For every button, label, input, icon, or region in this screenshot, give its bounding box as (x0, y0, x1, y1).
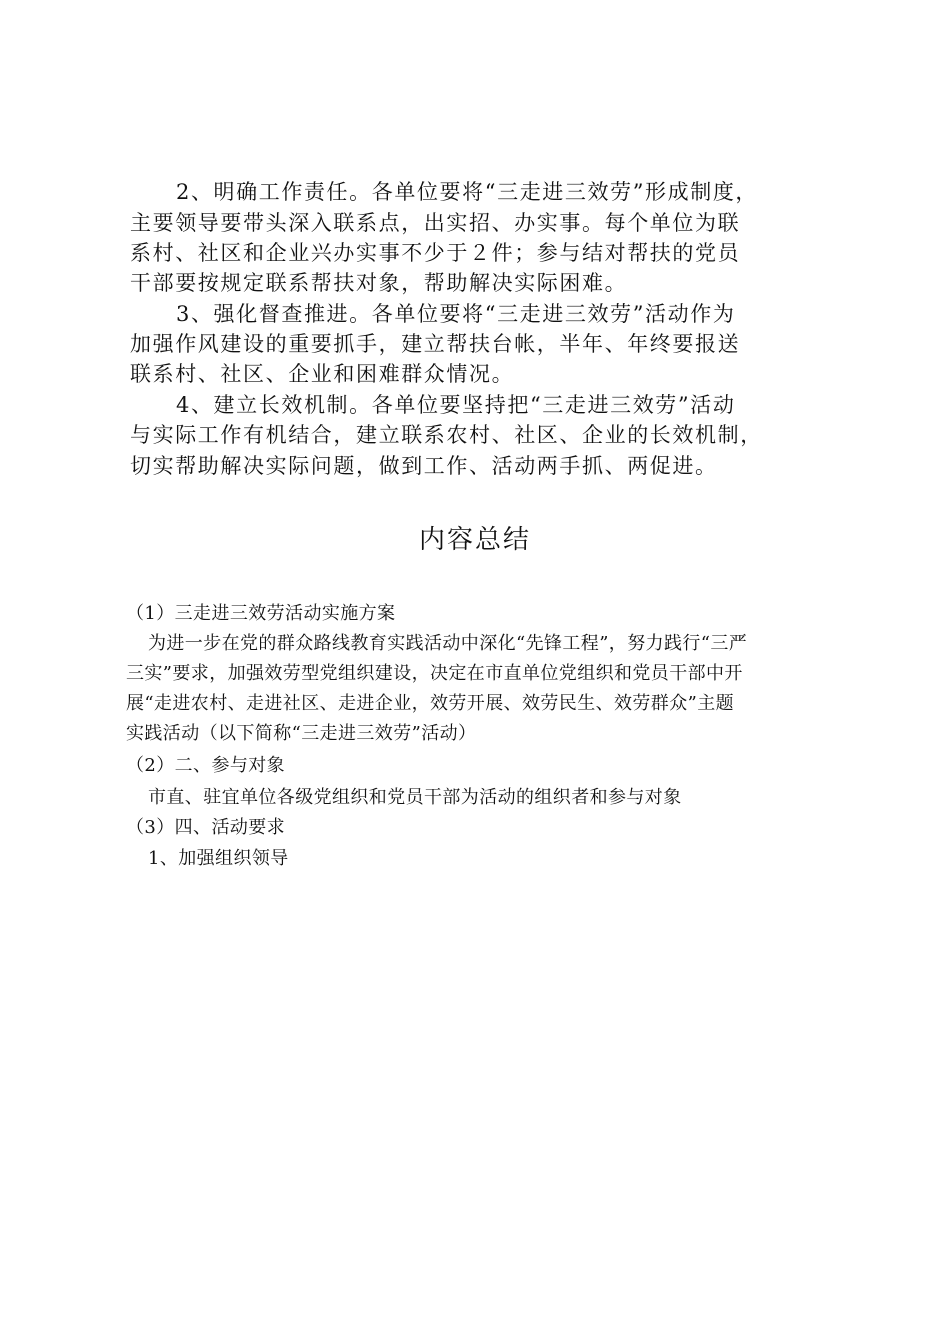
summary-item-1-line-4: 实践活动（以下简称“三走进三效劳”活动） (126, 723, 477, 744)
summary-item-1-line-2: 三实”要求，加强效劳型党组织建设，决定在市直单位党组织和党员干部中开 (126, 663, 743, 684)
summary-title: 内容总结 (418, 525, 531, 555)
summary-item-2-heading: （2）二、参与对象 (126, 755, 286, 776)
summary-item-3-text: 1、加强组织领导 (148, 848, 289, 869)
paragraph-2-line-2: 主要领导要带头深入联系点，出实招、办实事。每个单位为联 (130, 211, 741, 235)
summary-item-1-line-3: 展“走进农村、走进社区、走进企业，效劳开展、效劳民生、效劳群众”主题 (126, 693, 735, 714)
paragraph-4-line-2: 与实际工作有机结合，建立联系农村、社区、企业的长效机制， (130, 423, 763, 447)
summary-item-1-heading: （1）三走进三效劳活动实施方案 (126, 603, 396, 624)
paragraph-2-line-3: 系村、社区和企业兴办实事不少于２件；参与结对帮扶的党员 (130, 241, 741, 265)
paragraph-3-line-1: 3、强化督查推进。各单位要将“三走进三效劳”活动作为 (176, 302, 736, 326)
paragraph-3-line-2: 加强作风建设的重要抓手，建立帮扶台帐，半年、年终要报送 (130, 332, 741, 356)
paragraph-2-line-1: 2、明确工作责任。各单位要将“三走进三效劳”形成制度， (176, 180, 759, 204)
summary-item-2-text: 市直、驻宜单位各级党组织和党员干部为活动的组织者和参与对象 (148, 787, 682, 808)
paragraph-2-line-4: 干部要按规定联系帮扶对象，帮助解决实际困难。 (130, 271, 628, 295)
paragraph-3-line-3: 联系村、社区、企业和困难群众情况。 (130, 362, 515, 386)
paragraph-4-line-3: 切实帮助解决实际问题，做到工作、活动两手抓、两促进。 (130, 454, 718, 478)
summary-item-1-line-1: 为进一步在党的群众路线教育实践活动中深化“先锋工程”，努力践行“三严 (148, 633, 748, 654)
paragraph-4-line-1: 4、建立长效机制。各单位要坚持把“三走进三效劳”活动 (176, 393, 736, 417)
summary-item-3-heading: （3）四、活动要求 (126, 817, 286, 838)
